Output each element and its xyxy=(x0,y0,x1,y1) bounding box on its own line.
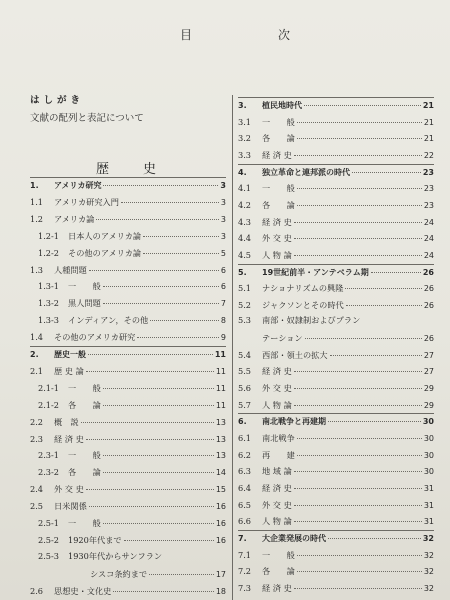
toc-entry-leader xyxy=(294,246,422,256)
toc-entry-title: 外 交 史 xyxy=(262,499,292,510)
toc-entry-page: 23 xyxy=(423,200,434,210)
toc-entry-page: 26 xyxy=(423,334,434,344)
toc-entry-page: 9 xyxy=(220,333,226,343)
toc-entry-page: 30 xyxy=(422,417,434,427)
toc-entry[interactable] xyxy=(238,548,434,562)
toc-entry-leader xyxy=(103,396,214,406)
toc-entry[interactable] xyxy=(30,448,226,462)
intro-block xyxy=(30,92,144,128)
toc-entry[interactable] xyxy=(30,330,226,344)
toc-entry-number: 2.3-1 xyxy=(38,450,59,461)
toc-entry-title: ジャクソンとその時代 xyxy=(262,299,344,310)
toc-entry-number: 2.2 xyxy=(30,416,44,427)
toc-entry-title: 各 論 xyxy=(262,133,295,144)
toc-entry-page: 22 xyxy=(423,150,434,160)
toc-entry-page: 13 xyxy=(215,434,226,444)
toc-entry-number: 1.3-3 xyxy=(38,315,59,326)
toc-entry[interactable] xyxy=(238,115,434,129)
toc-entry-leader xyxy=(96,210,219,220)
toc-entry-leader xyxy=(294,213,422,223)
toc-entry[interactable] xyxy=(30,279,226,293)
toc-entry-page: 29 xyxy=(423,384,434,394)
toc-entry-leader xyxy=(294,496,422,506)
toc-entry-title: 一 般 xyxy=(262,549,295,560)
toc-entry-number: 2.6 xyxy=(30,585,44,596)
toc-entry-title: シスコ条約まで xyxy=(90,568,148,579)
toc-entry-page: 5 xyxy=(220,248,226,258)
toc-entry-number: 7.3 xyxy=(238,582,252,593)
toc-entry-number: 1.3-2 xyxy=(38,298,59,309)
toc-entry-number: 7.2 xyxy=(238,566,252,577)
toc-entry-number: 6.2 xyxy=(238,449,252,460)
toc-entry-number: 1.4 xyxy=(30,332,44,343)
toc-entry-title: 日本人のアメリカ論 xyxy=(68,230,142,241)
toc-entry-page: 3 xyxy=(220,231,226,241)
toc-entry[interactable] xyxy=(30,482,226,496)
toc-entry-leader xyxy=(345,279,421,289)
toc-entry-title: 独立革命と連邦派の時代 xyxy=(262,167,350,177)
toc-entry-number: 1.2-1 xyxy=(38,230,59,241)
toc-entry-leader xyxy=(86,430,214,440)
toc-entry-page: 32 xyxy=(423,550,434,560)
toc-entry-leader xyxy=(294,462,422,472)
toc-entry-leader xyxy=(164,548,224,557)
toc-entry-page: 31 xyxy=(423,483,434,493)
toc-entry[interactable] xyxy=(238,498,434,512)
toc-entry[interactable] xyxy=(30,195,226,209)
toc-entry-number: 4.2 xyxy=(238,199,252,210)
toc-entry-page: 11 xyxy=(214,350,226,359)
toc-entry-page: 3 xyxy=(220,214,226,224)
toc-entry-title: 経 済 史 xyxy=(262,149,292,160)
toc-entry-page: 17 xyxy=(215,569,226,579)
toc-entry-leader xyxy=(294,379,422,389)
section-heading-char-2: 史 xyxy=(142,162,156,177)
toc-entry[interactable] xyxy=(30,432,226,446)
toc-entry-title: 一 般 xyxy=(68,281,101,292)
toc-entry-leader xyxy=(113,582,213,592)
toc-entry[interactable] xyxy=(30,584,226,598)
toc-entry-page: 21 xyxy=(423,117,434,127)
toc-entry-number: 1.1 xyxy=(30,196,44,207)
toc-entry-leader xyxy=(124,531,214,541)
toc-entry-number: 3.1 xyxy=(238,116,252,127)
toc-entry-page: 30 xyxy=(423,467,434,477)
toc-entry[interactable] xyxy=(238,248,434,262)
toc-entry-leader xyxy=(143,227,219,237)
toc-entry-page: 30 xyxy=(423,450,434,460)
toc-entry-title: 日米関係 xyxy=(54,501,87,512)
toc-entry[interactable] xyxy=(238,265,434,279)
toc-entry-page: 3 xyxy=(220,197,226,207)
toc-entry-page: 14 xyxy=(215,468,226,478)
toc-entry-leader xyxy=(362,312,432,321)
toc-entry-leader xyxy=(121,193,219,203)
toc-entry-leader xyxy=(103,277,219,287)
toc-entry-number: 7. xyxy=(238,533,247,543)
toc-entry[interactable] xyxy=(30,567,226,581)
toc-entry-page: 32 xyxy=(423,583,434,593)
toc-entry-title: 再 建 xyxy=(262,449,295,460)
toc-entry-number: 2.5-1 xyxy=(38,518,59,528)
toc-entry[interactable] xyxy=(30,313,226,327)
toc-entry[interactable] xyxy=(238,531,434,545)
toc-entry[interactable] xyxy=(238,448,434,462)
toc-entry-title: 南北戦争 xyxy=(262,433,295,443)
toc-entry-number: 1.3 xyxy=(30,264,44,275)
toc-entry-page: 24 xyxy=(423,250,434,260)
toc-entry[interactable] xyxy=(238,131,434,145)
toc-entry-leader xyxy=(103,176,218,186)
toc-entry-leader xyxy=(297,129,422,139)
toc-entry[interactable] xyxy=(238,514,434,528)
toc-entry-leader xyxy=(297,562,422,572)
toc-entry-number: 1.2-2 xyxy=(38,247,59,258)
toc-entry-title: 1930年代からサンフラン xyxy=(68,550,163,561)
toc-entry-number: 4. xyxy=(238,167,247,177)
toc-entry-title: 経 済 史 xyxy=(262,482,292,493)
toc-entry-title: 歴 史 論 xyxy=(54,365,84,376)
section-heading-char-1: 歴 xyxy=(96,162,110,177)
toc-entry[interactable] xyxy=(30,347,226,361)
toc-entry-title: 一 般 xyxy=(262,183,295,194)
toc-entry[interactable] xyxy=(238,364,434,378)
toc-entry-title: 外 交 史 xyxy=(262,383,292,394)
toc-entry-number: 1.3-1 xyxy=(38,281,59,292)
toc-entry-leader xyxy=(294,579,422,589)
toc-entry-leader xyxy=(294,362,422,372)
toc-entry[interactable] xyxy=(238,281,434,295)
page-title xyxy=(180,26,290,43)
toc-entry[interactable] xyxy=(30,381,226,395)
toc-entry[interactable] xyxy=(30,246,226,260)
toc-entry-page: 11 xyxy=(215,366,226,376)
toc-entry[interactable] xyxy=(238,181,434,195)
toc-entry-leader xyxy=(137,328,219,338)
toc-entry-page: 13 xyxy=(215,417,226,427)
toc-entry-leader xyxy=(81,413,214,423)
toc-entry-title: ナショナリズムの興隆 xyxy=(262,283,344,294)
toc-entry-number: 6.4 xyxy=(238,482,252,493)
toc-entry-number: 2.1-2 xyxy=(38,399,59,410)
toc-entry-page: 26 xyxy=(423,300,434,310)
toc-entry[interactable] xyxy=(30,229,226,243)
toc-entry-page: 6 xyxy=(220,265,226,275)
toc-entry-number: 7.1 xyxy=(238,549,252,560)
toc-entry-title: インディアン，その他 xyxy=(68,315,149,326)
toc-entry[interactable] xyxy=(30,364,226,378)
toc-entry-title: 黒人問題 xyxy=(68,298,101,309)
toc-entry-leader xyxy=(103,379,214,389)
toc-entry-title: 各 論 xyxy=(262,566,295,577)
toc-entry-number: 5.7 xyxy=(238,399,252,410)
toc-entry[interactable] xyxy=(238,331,434,345)
toc-entry-title: 西部・領土の拡大 xyxy=(262,349,328,360)
toc-entry-leader xyxy=(103,294,219,304)
toc-entry[interactable] xyxy=(238,314,434,328)
toc-entry-leader xyxy=(89,261,219,271)
toc-entry-number: 5.2 xyxy=(238,299,252,310)
toc-entry[interactable] xyxy=(238,231,434,245)
toc-entry-page: 11 xyxy=(215,383,226,393)
toc-entry-leader xyxy=(297,179,422,189)
toc-entry-number: 2.1-1 xyxy=(38,382,59,393)
toc-entry-title: 地 域 論 xyxy=(262,466,292,477)
intro-note: 文献の配列と表記について xyxy=(30,113,144,124)
toc-entry-number: 5.3 xyxy=(238,315,252,326)
toc-entry-number: 3.2 xyxy=(238,133,252,144)
toc-entry-leader xyxy=(297,546,422,556)
toc-entry-number: 1. xyxy=(30,181,39,190)
toc-entry-page: 26 xyxy=(422,267,434,277)
toc-entry-title: 一 般 xyxy=(68,382,101,393)
toc-entry-page: 23 xyxy=(422,167,434,177)
toc-entry-number: 2.5-2 xyxy=(38,534,59,545)
toc-entry[interactable] xyxy=(238,215,434,229)
toc-entry-number: 2.5-3 xyxy=(38,550,59,561)
toc-entry-title: 経 済 史 xyxy=(262,366,292,377)
toc-entry[interactable] xyxy=(30,296,226,310)
toc-entry-title: 南北戦争と再建期 xyxy=(262,417,326,427)
toc-entry[interactable] xyxy=(238,564,434,578)
toc-entry-number: 4.4 xyxy=(238,233,252,244)
toc-entry-page: 27 xyxy=(423,367,434,377)
toc-entry[interactable] xyxy=(238,165,434,179)
toc-entry-page: 32 xyxy=(422,533,434,543)
column-divider xyxy=(232,95,233,600)
toc-entry-leader xyxy=(294,229,422,239)
toc-entry[interactable] xyxy=(30,415,226,429)
toc-entry-leader xyxy=(352,163,421,173)
toc-entry-leader xyxy=(103,514,214,524)
toc-entry-title: 概 説 xyxy=(54,416,79,427)
toc-entry-number: 1.2 xyxy=(30,213,44,224)
toc-entry-number: 6.1 xyxy=(238,433,252,443)
toc-entry-leader xyxy=(371,263,421,273)
toc-entry[interactable] xyxy=(30,212,226,226)
toc-entry-number: 5. xyxy=(238,267,247,277)
toc-entry-page: 16 xyxy=(215,502,226,512)
toc-entry-leader xyxy=(89,497,214,507)
toc-entry-leader xyxy=(328,412,421,422)
toc-entry-title: 一 般 xyxy=(68,518,101,528)
toc-entry-page: 29 xyxy=(423,400,434,410)
toc-entry-leader xyxy=(294,396,422,406)
toc-entry-leader xyxy=(294,512,422,522)
toc-entry[interactable] xyxy=(238,398,434,412)
toc-entry-leader xyxy=(150,311,219,321)
toc-entry-title: 各 論 xyxy=(262,199,295,210)
toc-entry-number: 4.3 xyxy=(238,216,252,227)
toc-entry-page: 21 xyxy=(422,101,434,110)
toc-entry-leader xyxy=(328,529,421,539)
toc-entry[interactable] xyxy=(30,465,226,479)
toc-entry-page: 15 xyxy=(215,485,226,495)
toc-entry-leader xyxy=(103,446,214,456)
toc-entry-page: 21 xyxy=(423,134,434,144)
toc-entry-number: 5.4 xyxy=(238,349,252,360)
toc-entry-page: 32 xyxy=(423,567,434,577)
toc-entry-page: 24 xyxy=(423,234,434,244)
toc-entry-page: 31 xyxy=(423,517,434,527)
toc-entry-page: 27 xyxy=(423,350,434,360)
toc-entry-page: 7 xyxy=(220,299,226,309)
toc-entry-title: テーション xyxy=(262,333,303,344)
toc-entry-number: 6.5 xyxy=(238,499,252,510)
toc-entry-title: 経 済 史 xyxy=(54,433,84,444)
title-char-1: 目 xyxy=(180,28,193,42)
intro-hajimegaki: はしがき xyxy=(30,95,85,106)
toc-entry-title: 一 般 xyxy=(262,116,295,127)
toc-entry-leader xyxy=(305,329,422,339)
toc-entry-title: 1920年代まで xyxy=(68,534,122,545)
toc-entry-title: 各 論 xyxy=(68,467,101,478)
toc-entry-number: 5.5 xyxy=(238,366,252,377)
title-char-2: 次 xyxy=(277,28,290,42)
toc-entry-title: 人 物 論 xyxy=(262,399,292,410)
toc-entry-number: 2.4 xyxy=(30,484,44,495)
toc-entry-number: 2.1 xyxy=(30,365,44,376)
toc-entry-title: その他のアメリカ研究 xyxy=(54,332,136,343)
toc-entry[interactable] xyxy=(30,263,226,277)
toc-entry-title: 歴史一般 xyxy=(54,350,86,359)
toc-entry-title: 外 交 史 xyxy=(262,233,292,244)
toc-entry-number: 2.3 xyxy=(30,433,44,444)
toc-entry-number: 2.3-2 xyxy=(38,467,59,478)
toc-entry[interactable] xyxy=(30,178,226,192)
toc-entry-page: 3 xyxy=(220,181,226,190)
toc-entry-number: 4.1 xyxy=(238,183,252,194)
toc-entry-leader xyxy=(86,362,214,372)
toc-entry-number: 2. xyxy=(30,350,39,359)
toc-entry[interactable] xyxy=(30,398,226,412)
toc-entry-page: 16 xyxy=(215,535,226,545)
toc-entry-leader xyxy=(103,463,214,473)
toc-entry-page: 30 xyxy=(423,434,434,443)
toc-entry-number: 3.3 xyxy=(238,149,252,160)
toc-entry-title: アメリカ研究入門 xyxy=(54,196,119,207)
toc-entry-leader xyxy=(346,296,422,306)
toc-entry-title: 南部・奴隷制およびプラン xyxy=(262,315,361,326)
toc-entry-page: 11 xyxy=(215,400,226,410)
toc-entry[interactable] xyxy=(30,550,226,564)
toc-entry-page: 16 xyxy=(215,519,226,528)
toc-entry-leader xyxy=(297,196,422,206)
toc-entry-page: 31 xyxy=(423,500,434,510)
toc-entry-leader xyxy=(294,146,422,156)
toc-entry[interactable] xyxy=(238,581,434,595)
toc-entry-title: 思想史・文化史 xyxy=(54,585,112,596)
toc-entry-title: 人種問題 xyxy=(54,264,87,275)
toc-entry[interactable] xyxy=(238,414,434,428)
toc-entry[interactable] xyxy=(238,148,434,162)
toc-entry-leader xyxy=(86,480,214,490)
toc-entry-leader xyxy=(297,113,422,123)
toc-entry-number: 3. xyxy=(238,101,247,110)
toc-entry-leader xyxy=(297,429,422,439)
toc-entry-number: 5.1 xyxy=(238,283,252,294)
toc-entry[interactable] xyxy=(30,499,226,513)
toc-entry-title: アメリカ研究 xyxy=(54,181,102,190)
toc-entry-title: 大企業発展の時代 xyxy=(262,533,326,543)
section-heading-history xyxy=(96,158,156,177)
toc-entry-title: アメリカ論 xyxy=(54,213,95,224)
toc-entry-number: 4.5 xyxy=(238,249,252,260)
toc-entry-page: 6 xyxy=(220,282,226,292)
toc-entry-page: 8 xyxy=(220,316,226,326)
toc-entry-page: 26 xyxy=(423,284,434,294)
toc-entry[interactable] xyxy=(238,381,434,395)
toc-entry-title: 外 交 史 xyxy=(54,484,84,495)
toc-entry-title: 植民地時代 xyxy=(262,101,302,110)
toc-entry[interactable] xyxy=(30,516,226,530)
toc-entry[interactable] xyxy=(238,198,434,212)
toc-entry-leader xyxy=(143,244,219,254)
toc-entry-page: 24 xyxy=(423,217,434,227)
toc-entry-title: 人 物 論 xyxy=(262,516,292,527)
toc-entry-leader xyxy=(330,346,422,356)
toc-entry[interactable] xyxy=(238,98,434,112)
toc-entry-title: 一 般 xyxy=(68,450,101,461)
toc-entry-number: 6.3 xyxy=(238,466,252,477)
toc-entry[interactable] xyxy=(30,533,226,547)
toc-entry[interactable] xyxy=(238,348,434,362)
toc-entry[interactable] xyxy=(238,464,434,478)
toc-entry-leader xyxy=(297,446,422,456)
toc-entry-number: 6.6 xyxy=(238,516,252,527)
toc-entry-leader xyxy=(294,479,422,489)
toc-entry[interactable] xyxy=(238,481,434,495)
toc-entry-title: 人 物 論 xyxy=(262,249,292,260)
toc-entry-number: 5.6 xyxy=(238,383,252,394)
toc-entry-leader xyxy=(304,96,421,106)
toc-entry-leader xyxy=(149,565,214,575)
toc-entry-number: 2.5 xyxy=(30,501,44,512)
toc-entry-leader xyxy=(88,345,213,355)
toc-entry[interactable] xyxy=(238,431,434,445)
toc-entry-title: 経 済 史 xyxy=(262,216,292,227)
toc-entry-title: 経 済 史 xyxy=(262,582,292,593)
toc-entry-page: 18 xyxy=(215,586,226,596)
toc-entry-number: 6. xyxy=(238,417,247,427)
toc-entry[interactable] xyxy=(238,298,434,312)
toc-entry-page: 13 xyxy=(215,451,226,461)
toc-entry-title: その他のアメリカ論 xyxy=(68,247,142,258)
toc-entry-page: 23 xyxy=(423,184,434,194)
toc-entry-title: 各 論 xyxy=(68,399,101,410)
toc-entry-title: 19世紀前半・アンテベラム期 xyxy=(262,267,369,277)
